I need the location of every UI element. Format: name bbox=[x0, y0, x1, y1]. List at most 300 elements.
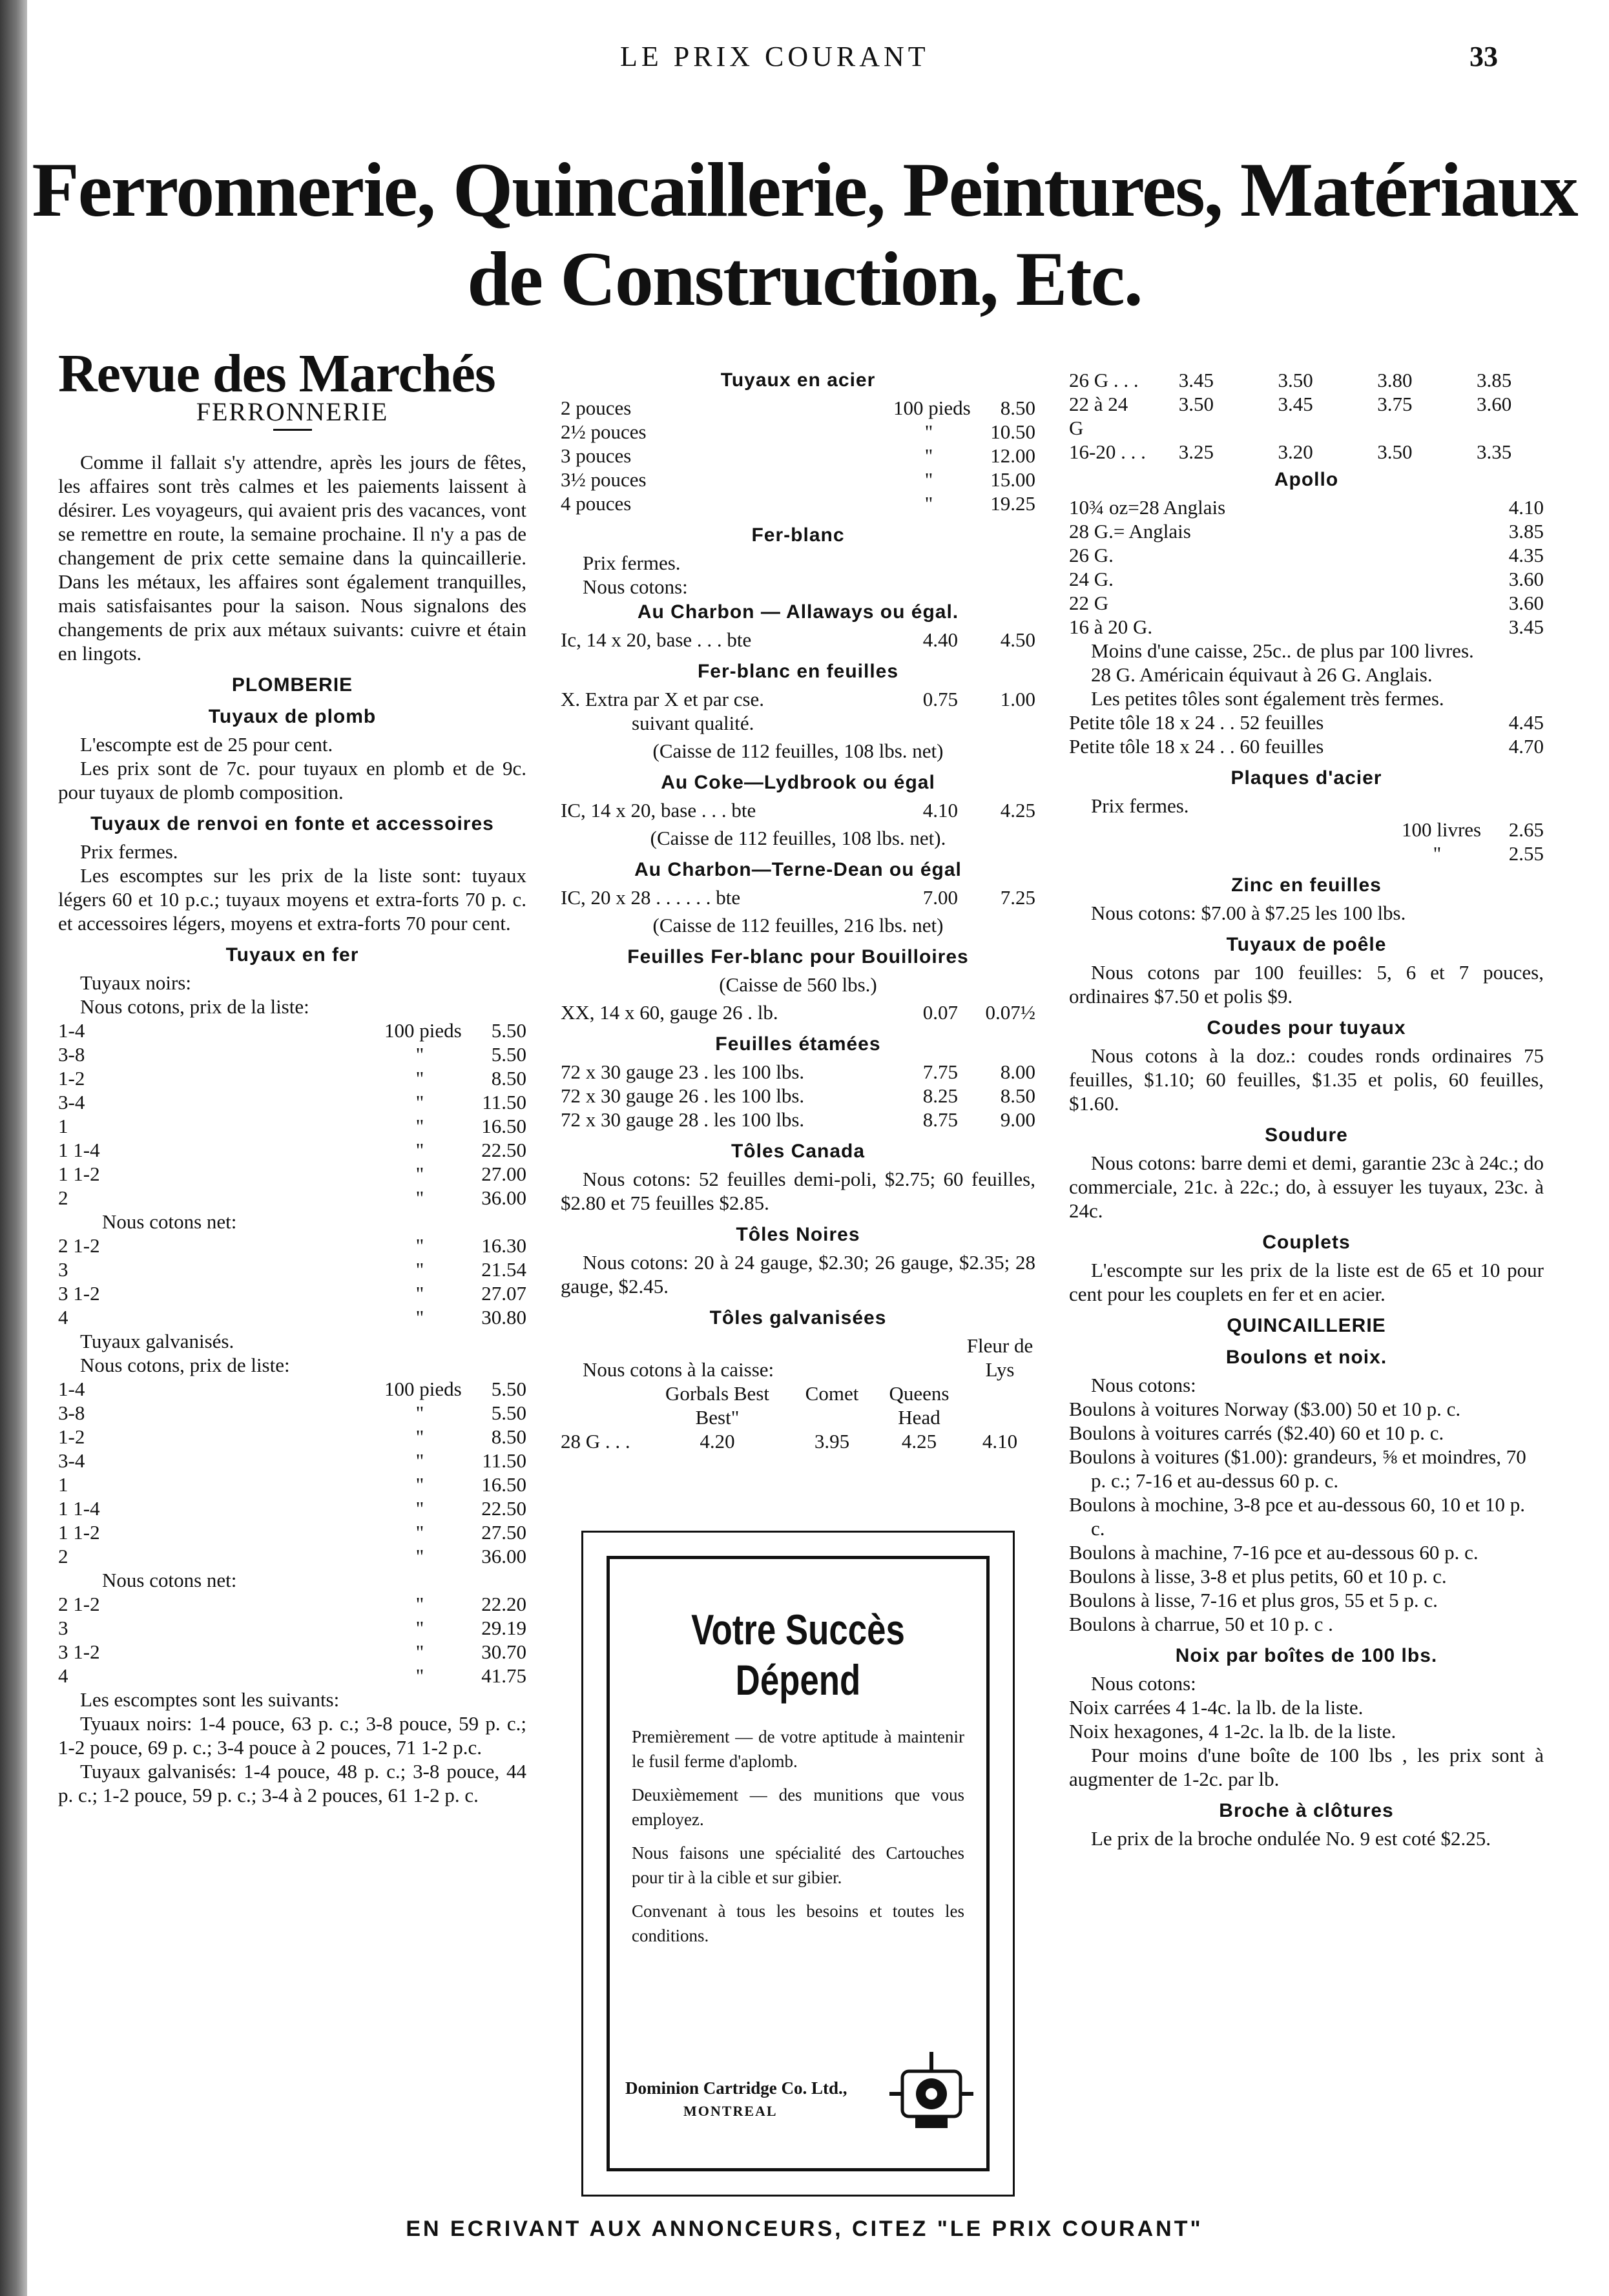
price-row bbox=[1069, 734, 1544, 758]
paragraph: Moins d'une caisse, 25c.. de plus par 100 livres. bbox=[1091, 639, 1474, 662]
price-row bbox=[561, 628, 1035, 652]
row-unit: " bbox=[415, 1425, 424, 1448]
row-lydbrook bbox=[561, 798, 1035, 822]
row-price: 21.54 bbox=[481, 1258, 526, 1281]
row-bouilloires bbox=[561, 1000, 1035, 1024]
galv-row-label: 28 G . . . bbox=[561, 1430, 630, 1453]
page-footer: EN ECRIVANT AUX ANNONCEURS, CITEZ "LE PRIX COURANT" bbox=[406, 2217, 1203, 2241]
list-item: Boulons à lisse, 7-16 et plus gros, 55 et 5 p. c. bbox=[1069, 1589, 1438, 1611]
row-price: 4.10 bbox=[1508, 496, 1544, 519]
row-price: 4.70 bbox=[1508, 735, 1544, 758]
row-unit: " bbox=[924, 444, 933, 467]
row-value: 3.85 bbox=[1477, 369, 1512, 391]
row-price-1: 4.10 bbox=[922, 799, 958, 822]
row-size: 1 1-2 bbox=[58, 1521, 100, 1544]
list-boulons bbox=[1069, 1397, 1544, 1636]
row-price: 3.45 bbox=[1508, 615, 1544, 638]
galv-col-2: Comet bbox=[805, 1382, 859, 1405]
price-row bbox=[58, 1664, 526, 1688]
price-row bbox=[1069, 842, 1544, 865]
row-size: 1 1-4 bbox=[58, 1497, 100, 1520]
paragraph: Nous cotons: bbox=[583, 575, 688, 598]
row-unit: " bbox=[415, 1521, 424, 1544]
row-label: IC, 20 x 28 . . . . . . bte bbox=[561, 886, 741, 909]
price-row bbox=[1069, 519, 1544, 543]
row-size: 1 1-2 bbox=[58, 1163, 100, 1185]
list-item: Boulons à mochine, 3-8 pce et au-dessous 60, 10 et 10 p. c. bbox=[1069, 1493, 1525, 1540]
headline-line-1: Ferronnerie, Quincaillerie, Peintures, Matériaux bbox=[32, 147, 1577, 233]
section-ferronnerie: FERRONNERIE bbox=[196, 397, 389, 426]
price-row bbox=[1069, 567, 1544, 591]
galv-v1: 4.20 bbox=[700, 1430, 735, 1453]
row-price-1: 4.40 bbox=[922, 628, 958, 651]
table-row bbox=[1069, 440, 1544, 464]
row-unit: 100 pieds bbox=[384, 1378, 462, 1400]
price-row bbox=[561, 885, 1035, 909]
row-unit: " bbox=[415, 1139, 424, 1161]
row-price-2: 8.50 bbox=[1000, 1084, 1035, 1107]
heading-tuyaux-acier: Tuyaux en acier bbox=[720, 369, 876, 391]
row-size: 3 pouces bbox=[561, 444, 632, 467]
caisse-note: (Caisse de 560 lbs.) bbox=[719, 973, 877, 996]
heading-couplets: Couplets bbox=[1262, 1232, 1351, 1253]
paragraph: Prix fermes. bbox=[80, 840, 178, 863]
subheading: Nous cotons net: bbox=[102, 1569, 237, 1591]
heading-bouilloires: Feuilles Fer-blanc pour Bouilloires bbox=[627, 946, 969, 967]
ad-title bbox=[647, 1604, 948, 1705]
price-row bbox=[561, 468, 1035, 491]
price-list-noirs-net bbox=[58, 1234, 526, 1329]
row-price-1: 8.75 bbox=[922, 1108, 958, 1131]
row-price: 10.50 bbox=[990, 420, 1035, 443]
paragraph: Noix carrées 4 1-4c. la lb. de la liste. bbox=[1069, 1696, 1364, 1719]
paragraph: Nous cotons: $7.00 à $7.25 les 100 lbs. bbox=[1091, 902, 1406, 924]
row-price: 36.00 bbox=[481, 1545, 526, 1567]
heading-quincaillerie: QUINCAILLERIE bbox=[1227, 1315, 1386, 1336]
heading-toles-galvanisees: Tôles galvanisées bbox=[709, 1307, 887, 1329]
row-size: 3-8 bbox=[58, 1043, 85, 1066]
heading-toles-canada: Tôles Canada bbox=[731, 1141, 866, 1162]
price-row bbox=[58, 1090, 526, 1114]
row-price: 2.65 bbox=[1508, 818, 1544, 841]
galv-col-4: Fleur de Lys bbox=[966, 1334, 1033, 1381]
price-list-acier bbox=[561, 396, 1035, 515]
row-price: 11.50 bbox=[482, 1091, 526, 1113]
price-row bbox=[1069, 591, 1544, 615]
row-unit: " bbox=[924, 420, 933, 443]
row-value: 3.50 bbox=[1377, 440, 1413, 463]
row-value: 3.50 bbox=[1178, 393, 1214, 415]
row-price: 22.50 bbox=[481, 1497, 526, 1520]
heading-zinc: Zinc en feuilles bbox=[1231, 874, 1382, 896]
paragraph: Nous cotons: bbox=[1091, 1374, 1196, 1396]
row-size: 2 bbox=[58, 1545, 68, 1567]
caisse-note: (Caisse de 112 feuilles, 108 lbs. net). bbox=[650, 827, 946, 849]
row-value: 3.50 bbox=[1278, 369, 1313, 391]
subheading: Tuyaux noirs: bbox=[80, 971, 191, 994]
row-price-2: 0.07½ bbox=[985, 1001, 1035, 1024]
ad-title-line-1: Votre Succès bbox=[691, 1606, 905, 1653]
row-size: 1-2 bbox=[58, 1425, 85, 1448]
row-size: 3-8 bbox=[58, 1401, 85, 1424]
section-title: Revue des Marchés bbox=[58, 344, 495, 404]
heading-fer-blanc: Fer-blanc bbox=[751, 524, 845, 546]
row-price: 27.07 bbox=[481, 1282, 526, 1305]
paragraph: Tyuaux noirs: 1-4 pouce, 63 p. c.; 3-8 pouce, 59 p. c.; 1-2 pouce, 69 p. c.; 3-4 pouce à 2 pouces, 71 1-2 p.c. bbox=[58, 1712, 526, 1759]
heading-plaques-acier: Plaques d'acier bbox=[1230, 767, 1382, 789]
row-value: 3.45 bbox=[1178, 369, 1214, 391]
row-unit: " bbox=[415, 1664, 424, 1687]
row-size: 2 pouces bbox=[561, 397, 632, 419]
table-row bbox=[1069, 392, 1544, 440]
row-label: 22 à 24 G bbox=[1069, 393, 1128, 439]
row-price: 3.60 bbox=[1508, 592, 1544, 614]
price-row bbox=[58, 1592, 526, 1616]
heading-noix: Noix par boîtes de 100 lbs. bbox=[1175, 1645, 1438, 1666]
row-price: 4.45 bbox=[1508, 711, 1544, 734]
list-etamees bbox=[561, 1060, 1035, 1132]
list-item: Boulons à voitures Norway ($3.00) 50 et 10 p. c. bbox=[1069, 1398, 1461, 1420]
paragraph: Prix fermes. bbox=[1091, 794, 1189, 817]
row-label: 26 G. bbox=[1069, 544, 1114, 566]
list-item: Boulons à charrue, 50 et 10 p. c . bbox=[1069, 1613, 1333, 1635]
paragraph: suivant qualité. bbox=[632, 712, 754, 734]
row-unit: " bbox=[415, 1186, 424, 1209]
row-unit: " bbox=[415, 1115, 424, 1137]
price-row bbox=[561, 1108, 1035, 1132]
row-size: 1-4 bbox=[58, 1019, 85, 1042]
price-row bbox=[1069, 818, 1544, 842]
row-price-2: 7.25 bbox=[1000, 886, 1035, 909]
heading-plomberie: PLOMBERIE bbox=[231, 674, 353, 696]
heading-allaways: Au Charbon — Allaways ou égal. bbox=[637, 601, 959, 623]
price-list-galv bbox=[58, 1377, 526, 1568]
row-size: 3-4 bbox=[58, 1091, 85, 1113]
row-price: 11.50 bbox=[482, 1449, 526, 1472]
heading-lydbrook: Au Coke—Lydbrook ou égal bbox=[661, 772, 935, 793]
column-2 bbox=[561, 368, 1035, 1453]
row-unit: 100 pieds bbox=[384, 1019, 462, 1042]
price-row bbox=[58, 1066, 526, 1090]
paragraph: Tuyaux galvanisés: 1-4 pouce, 48 p. c.; 3-8 pouce, 44 p. c.; 1-2 pouce, 59 p. c.; 3-4 à 2 pouces, 61 1-2 p. c. bbox=[58, 1760, 526, 1806]
row-price: 22.50 bbox=[481, 1139, 526, 1161]
row-size: 3 1-2 bbox=[58, 1640, 100, 1663]
list-apollo bbox=[1069, 495, 1544, 639]
galv-v2: 3.95 bbox=[814, 1430, 850, 1453]
paragraph: Nous cotons par 100 feuilles: 5, 6 et 7 pouces, ordinaires $7.50 et polis $9. bbox=[1069, 961, 1544, 1008]
galv-v3: 4.25 bbox=[901, 1430, 937, 1453]
row-size: 4 bbox=[58, 1664, 68, 1687]
row-price-2: 8.00 bbox=[1000, 1060, 1035, 1083]
row-size: 2 1-2 bbox=[58, 1234, 100, 1257]
heading-broche: Broche à clôtures bbox=[1219, 1800, 1394, 1821]
row-label: 16-20 . . . bbox=[1069, 440, 1146, 463]
row-price: 36.00 bbox=[481, 1186, 526, 1209]
subheading: Nous cotons, prix de liste: bbox=[80, 1354, 290, 1376]
price-row bbox=[561, 687, 1035, 711]
galv-row bbox=[561, 1381, 1035, 1453]
ad-company-name: Dominion Cartridge Co. Ltd., bbox=[625, 2078, 847, 2098]
list-item: Boulons à voitures ($1.00): grandeurs, ⅝ et moindres, 70 p. c.; 7-16 et au-dessus 60 p. c. bbox=[1069, 1445, 1526, 1492]
row-size: 3 bbox=[58, 1258, 68, 1281]
paragraph: Nous cotons: 20 à 24 gauge, $2.30; 26 gauge, $2.35; 28 gauge, $2.45. bbox=[561, 1251, 1035, 1298]
paragraph: Nous cotons à la doz.: coudes ronds ordinaires 75 feuilles, $1.10; 60 feuilles, $1.35 et polis, 60 feuilles, $1.60. bbox=[1069, 1044, 1544, 1115]
ad-company-city: MONTREAL bbox=[683, 2103, 778, 2119]
price-row bbox=[561, 491, 1035, 515]
intro-paragraph: Comme il fallait s'y attendre, après les jours de fêtes, les affaires sont très calmes et les paiements laissent à désirer. Les voyageurs, qui avaient pris des vacances, vont se remettre en route, la semaine prochaine. Il n'y a pas de changement de prix cette semaine dans la quincaillerie. Dans les métaux, les affaires sont également tranquilles, mais satisfaisantes pour la saison. Nous signalons des changements de prix aux métaux suivants: cuivre et étain en lingots. bbox=[58, 451, 526, 665]
row-size: 2 1-2 bbox=[58, 1593, 100, 1615]
list-petite-tole bbox=[1069, 710, 1544, 758]
price-list-noirs bbox=[58, 1019, 526, 1210]
headline-line-2: de Construction, Etc. bbox=[467, 236, 1142, 322]
row-price: 16.50 bbox=[481, 1115, 526, 1137]
price-row bbox=[58, 1281, 526, 1305]
row-price: 5.50 bbox=[491, 1401, 526, 1424]
price-row bbox=[1069, 615, 1544, 639]
row-fbf bbox=[561, 687, 1035, 711]
ad-title-line-2: Dépend bbox=[735, 1656, 861, 1704]
page-number: 33 bbox=[1469, 41, 1498, 72]
price-row bbox=[58, 1257, 526, 1281]
price-row bbox=[58, 1019, 526, 1042]
price-row bbox=[58, 1234, 526, 1257]
caisse-note: (Caisse de 112 feuilles, 108 lbs. net) bbox=[652, 739, 944, 762]
row-price: 3.60 bbox=[1508, 568, 1544, 590]
row-unit: 100 pieds bbox=[893, 397, 971, 419]
row-value: 3.25 bbox=[1178, 440, 1214, 463]
heading-apollo: Apollo bbox=[1274, 469, 1339, 490]
row-label: 72 x 30 gauge 28 . les 100 lbs. bbox=[561, 1108, 805, 1131]
ad-inner-frame bbox=[607, 1556, 990, 2171]
price-row bbox=[561, 798, 1035, 822]
ad-company bbox=[625, 2076, 847, 2123]
column-3 bbox=[1069, 368, 1544, 1850]
price-row bbox=[58, 1401, 526, 1425]
row-label: 26 G . . . bbox=[1069, 369, 1139, 391]
heading-soudure: Soudure bbox=[1265, 1124, 1348, 1146]
row-price: 15.00 bbox=[990, 468, 1035, 491]
heading-tuyaux-fer: Tuyaux en fer bbox=[225, 944, 359, 966]
row-price: 19.25 bbox=[990, 492, 1035, 515]
row-price: 5.50 bbox=[491, 1378, 526, 1400]
price-row bbox=[561, 396, 1035, 420]
price-row bbox=[561, 420, 1035, 444]
row-unit: " bbox=[415, 1163, 424, 1185]
paragraph: Prix fermes. bbox=[583, 552, 681, 574]
row-label: 22 G bbox=[1069, 592, 1109, 614]
row-unit: " bbox=[415, 1473, 424, 1496]
row-size: 2½ pouces bbox=[561, 420, 647, 443]
running-header: LE PRIX COURANT bbox=[620, 41, 929, 72]
paragraph: Noix hexagones, 4 1-2c. la lb. de la liste. bbox=[1069, 1720, 1396, 1743]
row-price: 30.70 bbox=[481, 1640, 526, 1663]
price-row bbox=[58, 1473, 526, 1496]
ad-text bbox=[632, 1724, 964, 1948]
paragraph: Le prix de la broche ondulée No. 9 est coté $2.25. bbox=[1091, 1827, 1491, 1850]
price-row bbox=[58, 1042, 526, 1066]
row-price: 5.50 bbox=[491, 1043, 526, 1066]
paragraph: Nous cotons: bbox=[1091, 1672, 1196, 1695]
row-size bbox=[1069, 818, 1402, 842]
price-row bbox=[58, 1377, 526, 1401]
galv-intro: Nous cotons à la caisse: bbox=[583, 1358, 774, 1381]
row-size: 1-2 bbox=[58, 1067, 85, 1090]
price-row bbox=[58, 1305, 526, 1329]
advertisement-box bbox=[581, 1531, 1015, 2197]
row-value: 3.20 bbox=[1278, 440, 1313, 463]
row-unit: " bbox=[415, 1545, 424, 1567]
row-unit: " bbox=[415, 1258, 424, 1281]
price-row bbox=[58, 1114, 526, 1138]
paragraph: 28 G. Américain équivaut à 26 G. Anglais. bbox=[1091, 663, 1433, 686]
price-row bbox=[1069, 710, 1544, 734]
row-value: 3.60 bbox=[1477, 393, 1512, 415]
list-item: Boulons à machine, 7-16 pce et au-dessous 60 p. c. bbox=[1069, 1541, 1479, 1564]
row-unit: " bbox=[415, 1234, 424, 1257]
row-size: 1 bbox=[58, 1473, 68, 1496]
row-allaways bbox=[561, 628, 1035, 652]
list-plaques bbox=[1069, 818, 1544, 865]
row-price: 16.50 bbox=[481, 1473, 526, 1496]
row-size: 1 1-4 bbox=[58, 1139, 100, 1161]
row-price-1: 0.75 bbox=[922, 688, 958, 710]
row-price: 8.50 bbox=[1000, 397, 1035, 419]
row-label: 16 à 20 G. bbox=[1069, 615, 1153, 638]
subheading: Nous cotons net: bbox=[102, 1210, 237, 1233]
row-price-2: 4.50 bbox=[1000, 628, 1035, 651]
subheading: Les escomptes sont les suivants: bbox=[80, 1688, 340, 1711]
row-size: 4 bbox=[58, 1306, 68, 1329]
row-label: Petite tôle 18 x 24 . . 60 feuilles bbox=[1069, 735, 1324, 758]
row-unit: " bbox=[415, 1593, 424, 1615]
row-unit: " bbox=[415, 1449, 424, 1472]
column-1 bbox=[58, 344, 526, 1807]
row-price: 2.55 bbox=[1508, 842, 1544, 865]
heading-feuilles-etamees: Feuilles étamées bbox=[715, 1033, 881, 1055]
row-size: 1 bbox=[58, 1115, 68, 1137]
row-price: 22.20 bbox=[481, 1593, 526, 1615]
heading-fer-blanc-feuilles: Fer-blanc en feuilles bbox=[697, 661, 899, 682]
row-unit: " bbox=[415, 1282, 424, 1305]
paragraph: Nous cotons: barre demi et demi, garantie 23c à 24c.; do commerciale, 21c. à 22c.; do, à essuyer les tuyaux, 23c. à 24c. bbox=[1069, 1152, 1544, 1222]
price-row bbox=[58, 1162, 526, 1186]
page-headline bbox=[0, 145, 1609, 324]
row-unit: " bbox=[415, 1306, 424, 1329]
heading-terne-dean: Au Charbon—Terne-Dean ou égal bbox=[634, 859, 962, 880]
price-row bbox=[561, 444, 1035, 468]
galv-col-3: Queens Head bbox=[889, 1382, 950, 1429]
paragraph: Les prix sont de 7c. pour tuyaux en plomb et de 9c. pour tuyaux de plomb composition. bbox=[58, 757, 526, 803]
subheading: Nous cotons, prix de la liste: bbox=[80, 995, 309, 1018]
row-value: 3.80 bbox=[1377, 369, 1413, 391]
ad-paragraph: Nous faisons une spécialité des Cartouches pour tir à la cible et sur gibier. bbox=[632, 1843, 964, 1887]
caisse-note: (Caisse de 112 feuilles, 216 lbs. net) bbox=[652, 914, 944, 936]
row-unit: " bbox=[415, 1640, 424, 1663]
row-size: 4 pouces bbox=[561, 492, 632, 515]
row-unit: " bbox=[924, 468, 933, 491]
row-size: 3-4 bbox=[58, 1449, 85, 1472]
row-price-1: 7.75 bbox=[922, 1060, 958, 1083]
price-row bbox=[58, 1616, 526, 1640]
price-row bbox=[58, 1544, 526, 1568]
list-item: Boulons à lisse, 3-8 et plus petits, 60 et 10 p. c. bbox=[1069, 1565, 1447, 1588]
row-size bbox=[1069, 842, 1402, 865]
paragraph: Pour moins d'une boîte de 100 lbs , les prix sont à augmenter de 1-2c. par lb. bbox=[1069, 1744, 1544, 1790]
row-label: Ic, 14 x 20, base . . . bte bbox=[561, 628, 752, 651]
paragraph: Nous cotons: 52 feuilles demi-poli, $2.75; 60 feuilles, $2.80 et 75 feuilles $2.85. bbox=[561, 1168, 1035, 1214]
row-value: 3.35 bbox=[1477, 440, 1512, 463]
price-row bbox=[58, 1640, 526, 1664]
heading-boulons: Boulons et noix. bbox=[1225, 1347, 1387, 1368]
price-row bbox=[58, 1425, 526, 1449]
row-label: IC, 14 x 20, base . . . bte bbox=[561, 799, 756, 822]
table-row bbox=[1069, 368, 1544, 392]
row-unit: " bbox=[415, 1043, 424, 1066]
row-price: 27.50 bbox=[481, 1521, 526, 1544]
price-row bbox=[561, 1060, 1035, 1084]
galv-v4: 4.10 bbox=[982, 1430, 1018, 1453]
row-price: 27.00 bbox=[481, 1163, 526, 1185]
row-label: 10¾ oz=28 Anglais bbox=[1069, 496, 1226, 519]
subheading: Tuyaux galvanisés. bbox=[80, 1330, 234, 1352]
price-list-galv-net bbox=[58, 1592, 526, 1688]
row-price: 12.00 bbox=[990, 444, 1035, 467]
row-price-1: 7.00 bbox=[922, 886, 958, 909]
row-label: Petite tôle 18 x 24 . . 52 feuilles bbox=[1069, 711, 1324, 734]
price-row bbox=[1069, 495, 1544, 519]
row-price: 16.30 bbox=[481, 1234, 526, 1257]
price-row bbox=[561, 1000, 1035, 1024]
price-row bbox=[1069, 543, 1544, 567]
ad-paragraph: Convenant à tous les besoins et toutes les conditions. bbox=[632, 1901, 964, 1945]
row-label: X. Extra par X et par cse. bbox=[561, 688, 765, 710]
row-size: 3½ pouces bbox=[561, 468, 647, 491]
paragraph: Les escomptes sur les prix de la liste sont: tuyaux légers 60 et 10 p.c.; tuyaux moyens et extra-forts 70 p. c. et accessoires légers, moyens et extra-forts 70 pour cent. bbox=[58, 864, 526, 935]
heading-tuyaux-plomb: Tuyaux de plomb bbox=[208, 706, 377, 727]
price-row bbox=[58, 1520, 526, 1544]
row-price: 3.85 bbox=[1508, 520, 1544, 543]
row-price-1: 8.25 bbox=[922, 1084, 958, 1107]
price-row bbox=[58, 1138, 526, 1162]
price-row bbox=[58, 1496, 526, 1520]
row-label: 72 x 30 gauge 23 . les 100 lbs. bbox=[561, 1060, 805, 1083]
row-value: 3.75 bbox=[1377, 393, 1413, 415]
row-price-2: 1.00 bbox=[1000, 688, 1035, 710]
heading-tuyaux-poele: Tuyaux de poêle bbox=[1226, 934, 1387, 955]
paragraph: L'escompte est de 25 pour cent. bbox=[80, 733, 333, 756]
row-price-1: 0.07 bbox=[922, 1001, 958, 1024]
row-price: 5.50 bbox=[491, 1019, 526, 1042]
table-top-galv bbox=[1069, 368, 1544, 464]
price-row bbox=[58, 1186, 526, 1210]
row-price-2: 9.00 bbox=[1000, 1108, 1035, 1131]
row-unit: " bbox=[415, 1497, 424, 1520]
row-unit: " bbox=[415, 1091, 424, 1113]
galv-header bbox=[561, 1334, 1035, 1381]
row-price-2: 4.25 bbox=[1000, 799, 1035, 822]
price-row bbox=[561, 1084, 1035, 1108]
row-label: XX, 14 x 60, gauge 26 . lb. bbox=[561, 1001, 778, 1024]
page-spine-shadow bbox=[0, 0, 27, 2296]
cartridge-reel-icon bbox=[889, 2045, 973, 2136]
row-price: 8.50 bbox=[491, 1067, 526, 1090]
paragraph: L'escompte sur les prix de la liste est de 65 et 10 pour cent pour les couplets en fer et en acier. bbox=[1069, 1259, 1544, 1305]
row-value: 3.45 bbox=[1278, 393, 1313, 415]
row-price: 41.75 bbox=[481, 1664, 526, 1687]
heading-tuyaux-renvoi: Tuyaux de renvoi en fonte et accessoires bbox=[90, 813, 494, 834]
divider bbox=[273, 429, 312, 431]
row-price: 30.80 bbox=[481, 1306, 526, 1329]
